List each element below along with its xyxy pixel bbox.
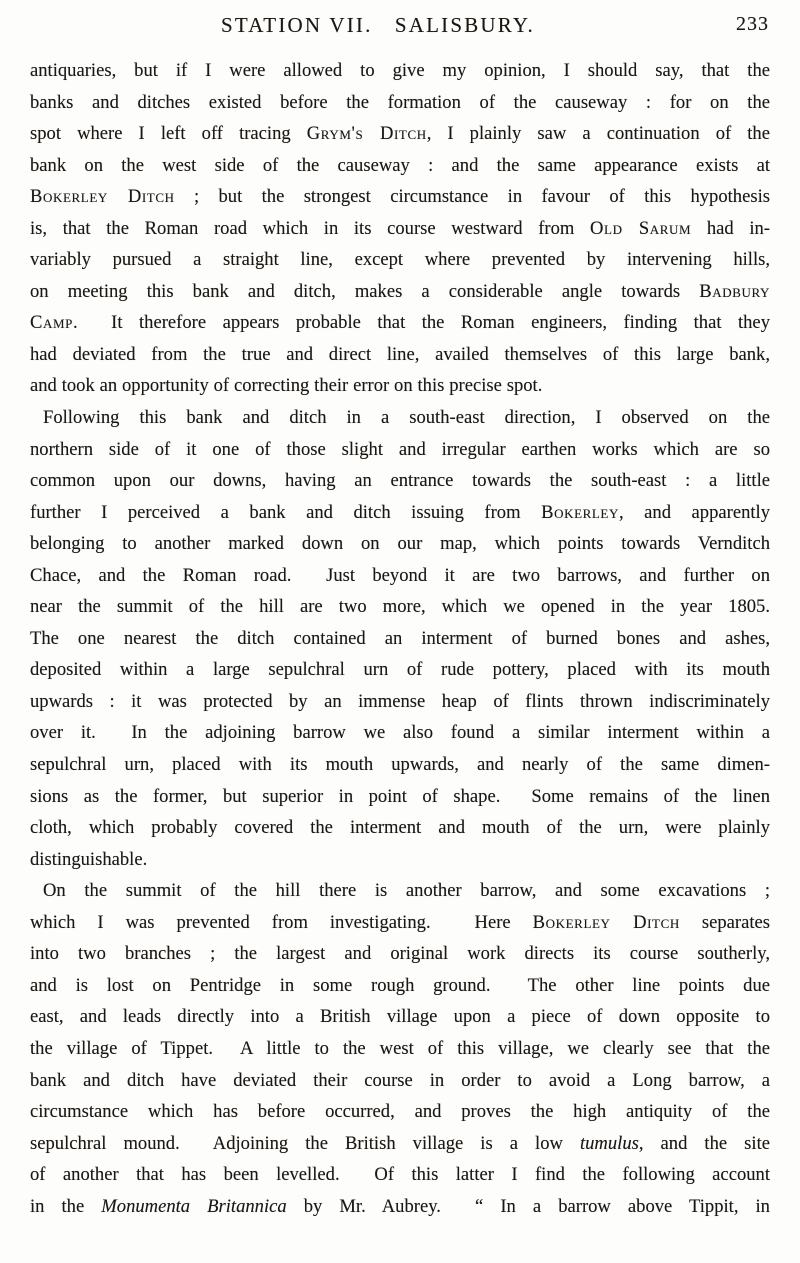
text-segment: which I was prevented from investigating. Here: [30, 911, 533, 933]
text-line: [30, 560, 770, 592]
text-line: [30, 844, 770, 876]
text-segment: deposited within a large sepulchral urn of rude pottery, placed with its mouth: [30, 659, 770, 681]
text-segment: , and apparently: [618, 501, 770, 523]
text-segment: , and the site: [638, 1132, 771, 1154]
text-segment: near the summit of the hill are two more, which we opened in the year 1805.: [30, 596, 770, 618]
paragraph: [30, 875, 770, 1222]
running-title: STATION VII. SALISBURY.: [221, 13, 535, 37]
small-caps-text: Old Sarum: [590, 217, 692, 239]
text-line: [30, 591, 770, 623]
text-segment: bank on the west side of the causeway : and the same appearance exists at: [30, 154, 770, 176]
text-segment: belonging to another marked down on our map, which points towards Vernditch: [30, 533, 770, 555]
text-line: [30, 970, 770, 1002]
text-line: [30, 623, 770, 655]
text-line: [30, 181, 770, 213]
italic-text: tumulus: [579, 1132, 639, 1154]
text-segment: common upon our downs, having an entrance towards the south-east : a little: [30, 470, 770, 492]
text-line: [30, 434, 770, 466]
text-segment: ; but the strongest circumstance in favour of this hypothesis: [174, 186, 770, 208]
text-segment: had deviated from the true and direct line, availed themselves of this large bank,: [30, 343, 770, 365]
text-segment: Following this bank and ditch in a south-east direction, I observed on the: [43, 407, 770, 429]
page-header: [0, 0, 800, 42]
text-segment: the village of Tippet. A little to the west of this village, we clearly see that the: [30, 1037, 770, 1059]
text-segment: and took an opportunity of correcting their error on this precise spot.: [30, 375, 543, 397]
text-line: [30, 528, 770, 560]
text-segment: on meeting this bank and ditch, makes a considerable angle towards: [30, 280, 700, 302]
text-line: [30, 938, 770, 970]
text-segment: distinguishable.: [30, 848, 148, 870]
text-segment: is, that the Roman road which in its course westward from: [30, 217, 591, 239]
text-line: [30, 465, 770, 497]
text-segment: On the summit of the hill there is another barrow, and some excavations ;: [43, 880, 770, 902]
small-caps-text: Bokerley: [541, 501, 619, 523]
text-line: [30, 1128, 770, 1160]
text-line: [30, 276, 770, 308]
text-line: [30, 1159, 770, 1191]
text-line: [30, 717, 770, 749]
text-segment: banks and ditches existed before the formation of the causeway : for on the: [30, 91, 770, 113]
small-caps-text: Bokerley Ditch: [30, 186, 175, 208]
text-line: [30, 1065, 770, 1097]
text-line: [30, 1001, 770, 1033]
text-segment: antiquaries, but if I were allowed to give my opinion, I should say, that the: [30, 60, 770, 81]
text-line: [30, 150, 770, 182]
text-segment: of another that has been levelled. Of this latter I find the following account: [30, 1164, 770, 1186]
text-segment: and is lost on Pentridge in some rough ground. The other line points due: [30, 974, 770, 996]
text-line: [30, 55, 770, 87]
text-line: [30, 812, 770, 844]
text-line: [30, 1191, 770, 1223]
text-line: [30, 497, 770, 529]
text-segment: spot where I left off tracing: [30, 123, 307, 145]
text-line: [30, 1033, 770, 1065]
text-line: [30, 654, 770, 686]
text-line: [30, 244, 770, 276]
text-line: [30, 339, 770, 371]
text-segment: east, and leads directly into a British village upon a piece of down opposite to: [30, 1006, 770, 1028]
text-line: [30, 402, 770, 434]
small-caps-text: Bokerley Ditch: [532, 911, 680, 933]
text-line: [30, 213, 770, 245]
text-line: [30, 87, 770, 119]
text-segment: upwards : it was protected by an immense heap of flints thrown indiscriminately: [30, 690, 770, 712]
text-segment: sepulchral mound. Adjoining the British village is a low: [30, 1132, 580, 1154]
text-segment: by Mr. Aubrey. “ In a barrow above Tippit, in: [286, 1195, 770, 1217]
text-line: [30, 118, 770, 150]
text-segment: cloth, which probably covered the interment and mouth of the urn, were plainly: [30, 817, 770, 839]
small-caps-text: Badbury: [699, 280, 770, 302]
text-line: [30, 370, 770, 402]
text-segment: sepulchral urn, placed with its mouth upwards, and nearly of the same dimen-: [30, 754, 770, 776]
text-segment: It therefore appears probable that the Roman engineers, finding that they: [78, 312, 770, 334]
paragraph: [30, 55, 770, 402]
text-segment: bank and ditch have deviated their course in order to avoid a Long barrow, a: [30, 1069, 770, 1091]
text-segment: further I perceived a bank and ditch issuing from: [30, 501, 542, 523]
text-segment: sions as the former, but superior in point of shape. Some remains of the linen: [30, 785, 770, 807]
text-line: [30, 1096, 770, 1128]
text-segment: The one nearest the ditch contained an interment of burned bones and ashes,: [30, 627, 770, 649]
paragraph: [30, 402, 770, 875]
small-caps-text: Camp.: [30, 312, 79, 334]
text-segment: had in-: [691, 217, 771, 239]
page-number: 233: [736, 13, 769, 35]
text-segment: circumstance which has before occurred, and proves the high antiquity of the: [30, 1101, 770, 1123]
text-line: [30, 781, 770, 813]
text-line: [30, 686, 770, 718]
text-segment: Chace, and the Roman road. Just beyond it are two barrows, and further on: [30, 564, 770, 586]
text-block: [0, 42, 800, 1222]
text-line: [30, 875, 770, 907]
text-segment: over it. In the adjoining barrow we also found a similar interment within a: [30, 722, 770, 744]
text-segment: northern side of it one of those slight and irregular earthen works which are so: [30, 438, 770, 460]
text-segment: variably pursued a straight line, except where prevented by intervening hills,: [30, 249, 770, 271]
text-line: [30, 749, 770, 781]
text-line: [30, 907, 770, 939]
text-segment: separates: [679, 911, 770, 933]
text-line: [30, 307, 770, 339]
text-segment: in the: [30, 1195, 102, 1217]
small-caps-text: Grym's Ditch: [306, 123, 427, 145]
text-segment: , I plainly saw a continuation of the: [426, 123, 770, 145]
text-segment: into two branches ; the largest and original work directs its course southerly,: [30, 943, 770, 965]
italic-text: Monumenta Britannica: [101, 1195, 287, 1217]
